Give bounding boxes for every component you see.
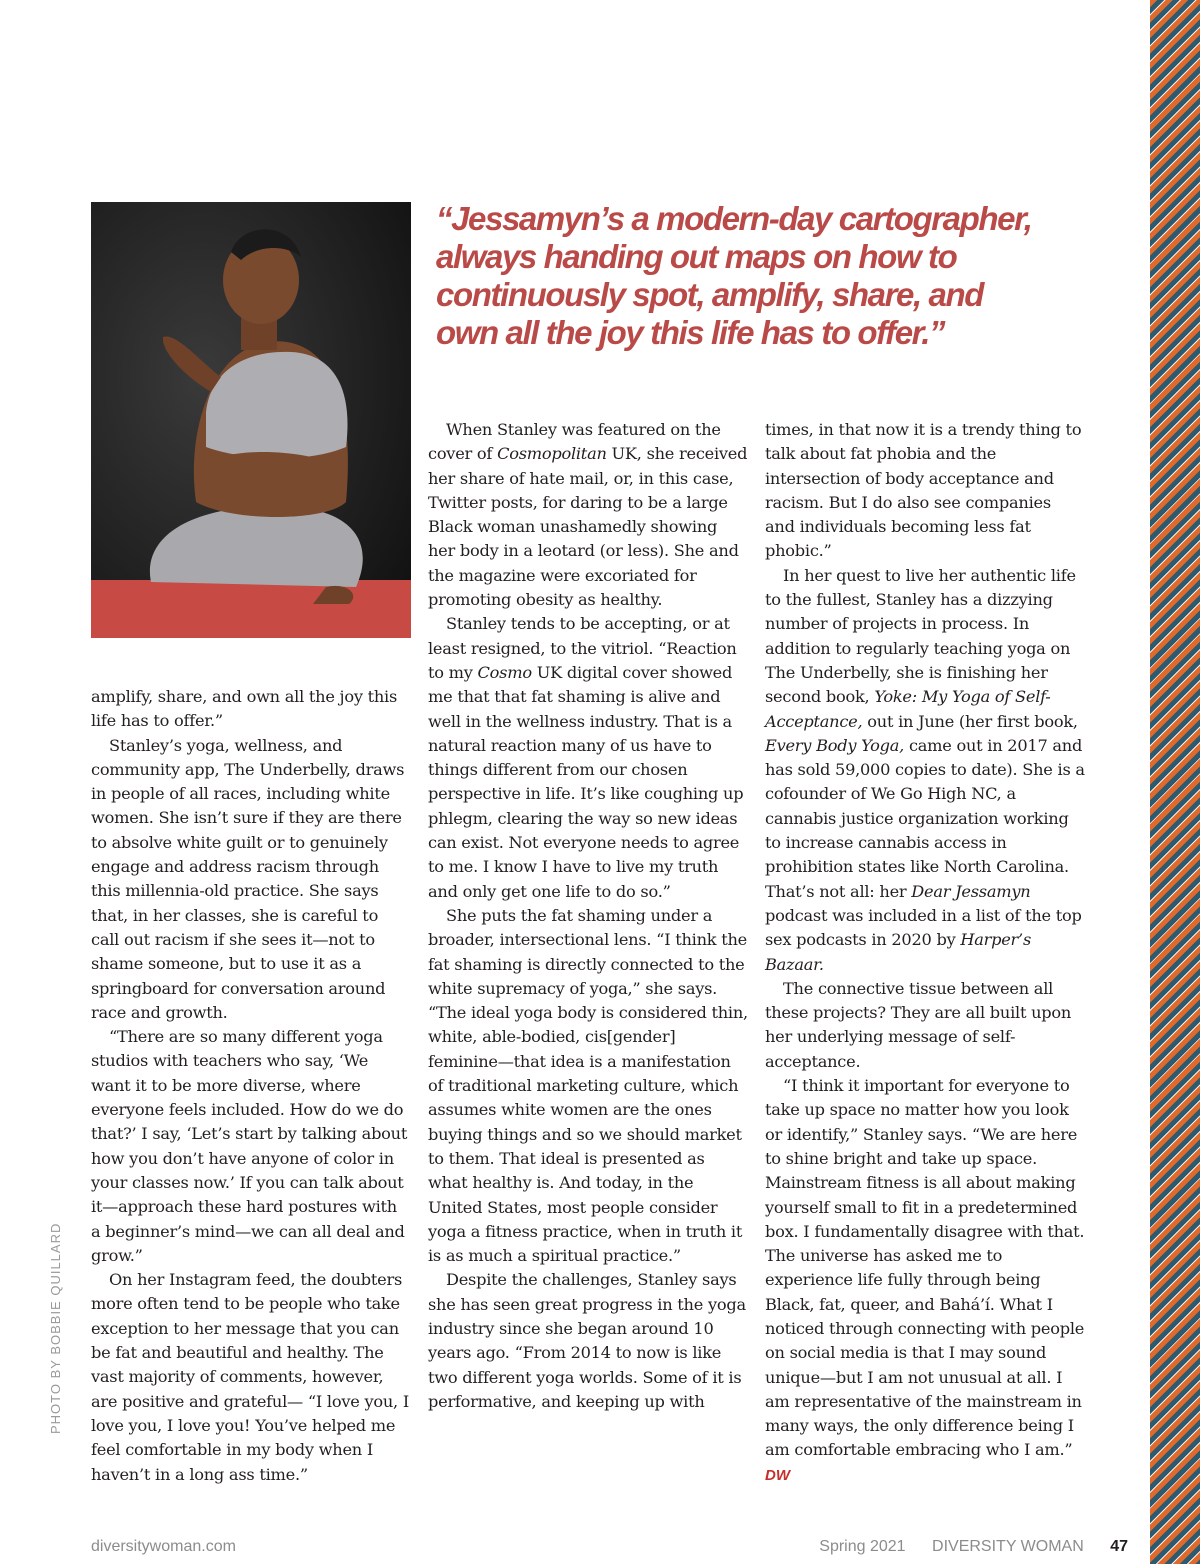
paragraph — [428, 612, 748, 904]
portrait-photo — [91, 202, 411, 638]
text-run: podcast was included in a list of the top sex podcasts in 2020 by — [765, 905, 1082, 950]
paragraph: On her Instagram feed, the doubters more often tend to be people who take exception to her message that you can be fat and beautiful and healthy. The vast majority of comments, however, are positive and grateful— “I love you, I love you, I love you! You’ve helped me feel comfortable in my body when I haven’t in a long ass time.” — [91, 1270, 409, 1484]
footer-issue: Spring 2021 — [819, 1538, 906, 1555]
yoga-pose-illustration — [91, 202, 411, 638]
paragraph: “There are so many different yoga studios with teachers who say, ‘We want it to be more diverse, where everyone feels included. How do we do that?’ I say, ‘Let’s start by talking about how you don’t have anyone of color in your classes now.’ If you can talk about it—approach these hard postures with a beginner’s mind—we can all deal and grow.” — [91, 1027, 408, 1265]
paragraph: times, in that now it is a trendy thing to talk about fat phobia and the intersection of body acceptance and racism. But I do also see companies and individuals becoming less fat phobic.” — [765, 420, 1082, 561]
paragraph: amplify, share, and own all the joy this life has to offer.” — [91, 687, 398, 731]
text-run: UK digital cover showed me that that fat shaming is alive and well in the wellness industry. That is a natural reaction many of us have to things different from our chosen perspective in life. It’s like coughing up phlegm, clearing the way so new ideas can exist. Not everyone needs to agree to me. I know I have to live my truth and only get one life to do so.” — [428, 662, 744, 901]
text-run: In her quest to live her authentic life to the fullest, Stanley has a dizzying number of projects in process. In addition to regularly teaching yoga on The Underbelly, she is finishing her second book, — [765, 565, 1076, 707]
book-title: Yoke: My Yoga of Self-Acceptance, — [765, 687, 1051, 731]
text-run: out in June (her first book, — [862, 711, 1078, 731]
podcast-title: Dear Jessamyn — [911, 881, 1031, 901]
text-run: came out in 2017 and has sold 59,000 copies to date). She is a cofounder of We Go High NC, a cannabis justice organization working to increase cannabis access in prohibition states like North Carolina. That’s not all: her — [765, 735, 1085, 901]
paragraph — [765, 1074, 1085, 1488]
publication-title: Cosmopolitan — [497, 444, 607, 464]
paragraph: Stanley’s yoga, wellness, and community app, The Underbelly, draws in people of all races, including white women. She isn’t sure if they are there to absolve white guilt or to genuinely engage and address racism through this millennia-old practice. She says that, in her classes, she is careful to call out racism if she sees it—not to shame someone, but to use it as a springboard for conversation around race and growth. — [91, 735, 405, 1022]
page-number: 47 — [1110, 1538, 1128, 1555]
book-title: Every Body Yoga, — [765, 735, 905, 755]
paragraph: She puts the fat shaming under a broader, intersectional lens. “I think the fat shaming is directly connected to the white supremacy of yoga,” she says. “The ideal yoga body is considered thin, white, able-bodied, cis[gender] feminine—that idea is a manifestation of traditional marketing culture, which assumes white women are the ones buying things and so we should market to them. That ideal is presented as what healthy is. And today, in the United States, most people consider yoga a fitness practice, when in truth it is as much a spiritual practice.” — [428, 905, 748, 1266]
pull-quote: “Jessamyn’s a modern-day cartographer, always handing out maps on how to continuously spot, amplify, share, and own all the joy this life has to offer.” — [436, 200, 1032, 351]
text-run: When Stanley was featured on the cover of — [428, 420, 721, 464]
article-column-1 — [91, 685, 411, 1487]
paragraph — [765, 564, 1085, 977]
paragraph: Despite the challenges, Stanley says she has seen great progress in the yoga industry since she began around 10 years ago. “From 2014 to now is like two different yoga worlds. Some of it is performative, and keeping up with — [428, 1270, 746, 1411]
footer-info — [797, 1538, 1128, 1556]
text-run: “I think it important for everyone to take up space no matter how you look or identify,” Stanley says. “We are here to shine bright and take up space. Mainstream fitness is all about making yourself small to fit in a predetermined box. I fundamentally disagree with that. The universe has asked me to experience life fully through being Black, fat, queer, and Bahá’í. What I noticed through connecting with people on social media is that I may sound unique—but I am not unusual at all. I am representative of the mainstream in many ways, the only difference being I am comfortable embracing who I am.” — [765, 1076, 1085, 1460]
photo-credit: PHOTO BY BOBBIE QUILLARD — [48, 1222, 63, 1434]
decorative-stripe-border — [1150, 0, 1200, 1564]
paragraph: The connective tissue between all these projects? They are all built upon her underlying message of self-acceptance. — [765, 978, 1072, 1071]
publication-title: Harper’s Bazaar. — [765, 930, 1031, 974]
text-run: Stanley tends to be accepting, or at least resigned, to the vitriol. “Reaction to my — [428, 614, 737, 682]
article-column-3 — [765, 418, 1085, 1488]
publication-title: Cosmo — [477, 662, 532, 682]
article-column-2 — [428, 418, 748, 1414]
footer-magazine: DIVERSITY WOMAN — [932, 1538, 1084, 1555]
paragraph — [428, 418, 748, 612]
text-run: UK, she received her share of hate mail, or, in this case, Twitter posts, for daring to be a large Black woman unashamedly showing her body in a leotard (or less). She and the magazine were excoriated for promoting obesity as healthy. — [428, 444, 748, 610]
signoff-mark: DW — [765, 1466, 790, 1484]
footer-website: diversitywoman.com — [91, 1538, 236, 1555]
